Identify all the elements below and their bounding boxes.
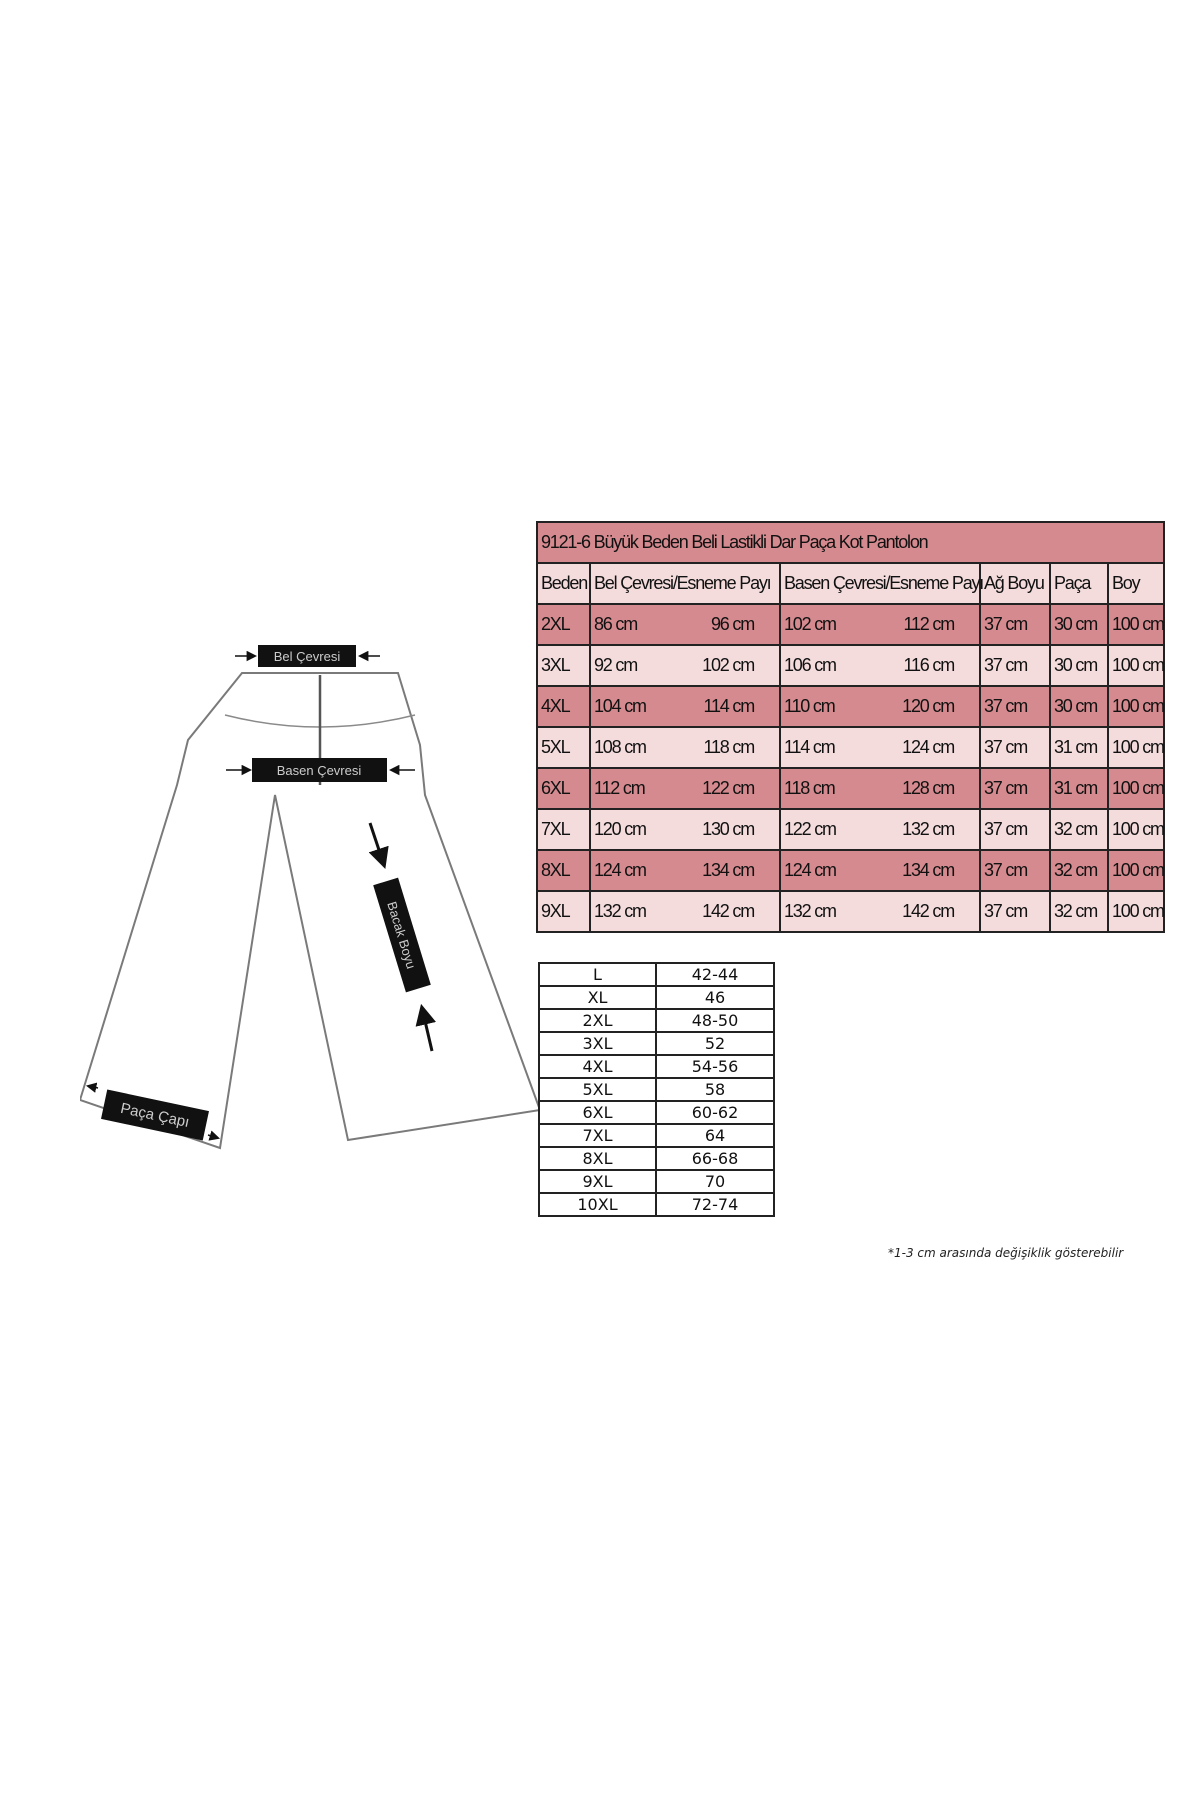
- equivalent-number: 52: [656, 1032, 774, 1055]
- cell-waist-value: 132 cm: [594, 901, 646, 921]
- measurement-note: *1-3 cm arasında değişiklik gösterebilir: [888, 1246, 1124, 1260]
- cell-hip-stretch: 112 cm: [903, 614, 954, 634]
- cell-hem: 30 cm: [1050, 686, 1108, 727]
- waist-label: Bel Çevresi: [273, 649, 341, 664]
- cell-length: 100 cm: [1108, 604, 1164, 645]
- cell-hip-stretch: 120 cm: [902, 696, 954, 716]
- size-equivalents-table: [538, 962, 775, 1217]
- cell-crotch: 37 cm: [980, 891, 1050, 932]
- equivalent-size: 9XL: [539, 1170, 656, 1193]
- cell-hem: 30 cm: [1050, 604, 1108, 645]
- equivalent-size: 10XL: [539, 1193, 656, 1216]
- cell-hip: [780, 604, 980, 645]
- equivalent-row: [539, 1101, 774, 1124]
- cell-waist-stretch: 114 cm: [703, 696, 754, 716]
- equivalent-row: [539, 1032, 774, 1055]
- table-title-row: [537, 522, 1164, 563]
- equivalent-size: 7XL: [539, 1124, 656, 1147]
- cell-waist-stretch: 96 cm: [710, 614, 754, 634]
- equivalent-row: [539, 1055, 774, 1078]
- cell-hem: 32 cm: [1050, 850, 1108, 891]
- header-hip: Basen Çevresi/Esneme Payı: [780, 563, 980, 604]
- header-crotch: Ağ Boyu: [980, 563, 1050, 604]
- cell-waist: [590, 809, 780, 850]
- equivalent-size: 2XL: [539, 1009, 656, 1032]
- equivalent-size: 6XL: [539, 1101, 656, 1124]
- cell-hip-stretch: 132 cm: [902, 819, 954, 839]
- cell-size: 5XL: [537, 727, 590, 768]
- trousers-measurement-diagram: [80, 635, 540, 1165]
- cell-hem: 31 cm: [1050, 768, 1108, 809]
- cell-length: 100 cm: [1108, 686, 1164, 727]
- cell-waist-value: 104 cm: [594, 696, 646, 716]
- equivalent-row: [539, 963, 774, 986]
- cell-waist: [590, 850, 780, 891]
- cell-waist-value: 108 cm: [594, 737, 646, 757]
- cell-hip-value: 132 cm: [784, 901, 836, 921]
- cell-length: 100 cm: [1108, 850, 1164, 891]
- cell-hip-value: 106 cm: [784, 655, 836, 675]
- cell-hip-value: 122 cm: [784, 819, 836, 839]
- equivalent-size: XL: [539, 986, 656, 1009]
- equivalent-row: [539, 1009, 774, 1032]
- trousers-outline: [80, 673, 540, 1148]
- cell-waist: [590, 604, 780, 645]
- hem-label: Paça Çapı: [118, 1099, 191, 1132]
- inseam-label: Bacak Boyu: [384, 899, 419, 971]
- cell-hem: 30 cm: [1050, 645, 1108, 686]
- cell-size: 8XL: [537, 850, 590, 891]
- table-row: [537, 891, 1164, 932]
- table-row: [537, 727, 1164, 768]
- equivalent-size: L: [539, 963, 656, 986]
- equivalent-number: 60-62: [656, 1101, 774, 1124]
- cell-crotch: 37 cm: [980, 809, 1050, 850]
- cell-length: 100 cm: [1108, 727, 1164, 768]
- equivalent-size: 4XL: [539, 1055, 656, 1078]
- cell-hip: [780, 850, 980, 891]
- cell-size: 3XL: [537, 645, 590, 686]
- table-row: [537, 645, 1164, 686]
- cell-crotch: 37 cm: [980, 686, 1050, 727]
- equivalent-size: 5XL: [539, 1078, 656, 1101]
- cell-crotch: 37 cm: [980, 727, 1050, 768]
- cell-size: 4XL: [537, 686, 590, 727]
- cell-length: 100 cm: [1108, 809, 1164, 850]
- cell-crotch: 37 cm: [980, 645, 1050, 686]
- table-row: [537, 604, 1164, 645]
- hip-label: Basen Çevresi: [276, 763, 362, 778]
- header-hem: Paça: [1050, 563, 1108, 604]
- cell-waist-stretch: 122 cm: [702, 778, 754, 798]
- equivalent-number: 48-50: [656, 1009, 774, 1032]
- header-size: Beden: [537, 563, 590, 604]
- cell-hip-value: 114 cm: [784, 737, 835, 757]
- cell-hip-value: 124 cm: [784, 860, 836, 880]
- equivalent-row: [539, 986, 774, 1009]
- cell-waist-stretch: 102 cm: [702, 655, 754, 675]
- cell-hip: [780, 727, 980, 768]
- table-row: [537, 809, 1164, 850]
- cell-hem: 32 cm: [1050, 809, 1108, 850]
- cell-size: 6XL: [537, 768, 590, 809]
- table-header-row: [537, 563, 1164, 604]
- equivalent-number: 46: [656, 986, 774, 1009]
- cell-waist-value: 124 cm: [594, 860, 646, 880]
- table-title: 9121-6 Büyük Beden Beli Lastikli Dar Paça Kot Pantolon: [537, 522, 1164, 563]
- cell-waist-value: 112 cm: [594, 778, 645, 798]
- cell-hip-value: 102 cm: [784, 614, 836, 634]
- equivalent-row: [539, 1124, 774, 1147]
- equivalent-number: 42-44: [656, 963, 774, 986]
- cell-crotch: 37 cm: [980, 604, 1050, 645]
- cell-hip-stretch: 124 cm: [902, 737, 954, 757]
- cell-size: 9XL: [537, 891, 590, 932]
- cell-waist-stretch: 130 cm: [702, 819, 754, 839]
- cell-hip-value: 110 cm: [784, 696, 835, 716]
- cell-hem: 31 cm: [1050, 727, 1108, 768]
- cell-size: 7XL: [537, 809, 590, 850]
- cell-waist-stretch: 142 cm: [702, 901, 754, 921]
- cell-hip-stretch: 128 cm: [902, 778, 954, 798]
- table-row: [537, 850, 1164, 891]
- table-row: [537, 686, 1164, 727]
- cell-waist-value: 92 cm: [594, 655, 638, 675]
- cell-waist-value: 86 cm: [594, 614, 638, 634]
- cell-waist: [590, 768, 780, 809]
- cell-length: 100 cm: [1108, 891, 1164, 932]
- equivalent-number: 66-68: [656, 1147, 774, 1170]
- cell-waist: [590, 727, 780, 768]
- equivalent-number: 70: [656, 1170, 774, 1193]
- cell-hip-stretch: 116 cm: [903, 655, 954, 675]
- header-length: Boy: [1108, 563, 1164, 604]
- cell-hip: [780, 891, 980, 932]
- cell-length: 100 cm: [1108, 768, 1164, 809]
- cell-waist: [590, 686, 780, 727]
- cell-waist-value: 120 cm: [594, 819, 646, 839]
- equivalent-row: [539, 1193, 774, 1216]
- cell-hip-stretch: 142 cm: [902, 901, 954, 921]
- cell-waist-stretch: 118 cm: [703, 737, 754, 757]
- cell-size: 2XL: [537, 604, 590, 645]
- cell-hip: [780, 768, 980, 809]
- size-chart-table: [536, 521, 1165, 933]
- equivalent-size: 3XL: [539, 1032, 656, 1055]
- cell-waist-stretch: 134 cm: [702, 860, 754, 880]
- equivalent-number: 64: [656, 1124, 774, 1147]
- cell-hip-stretch: 134 cm: [902, 860, 954, 880]
- cell-crotch: 37 cm: [980, 768, 1050, 809]
- equivalent-number: 54-56: [656, 1055, 774, 1078]
- equivalent-size: 8XL: [539, 1147, 656, 1170]
- cell-waist: [590, 645, 780, 686]
- equivalent-row: [539, 1078, 774, 1101]
- table-row: [537, 768, 1164, 809]
- header-waist: Bel Çevresi/Esneme Payı: [590, 563, 780, 604]
- cell-hip: [780, 686, 980, 727]
- equivalent-row: [539, 1147, 774, 1170]
- equivalent-number: 72-74: [656, 1193, 774, 1216]
- cell-hip: [780, 645, 980, 686]
- equivalent-number: 58: [656, 1078, 774, 1101]
- cell-hem: 32 cm: [1050, 891, 1108, 932]
- cell-hip-value: 118 cm: [784, 778, 835, 798]
- cell-crotch: 37 cm: [980, 850, 1050, 891]
- cell-length: 100 cm: [1108, 645, 1164, 686]
- equivalent-row: [539, 1170, 774, 1193]
- cell-waist: [590, 891, 780, 932]
- cell-hip: [780, 809, 980, 850]
